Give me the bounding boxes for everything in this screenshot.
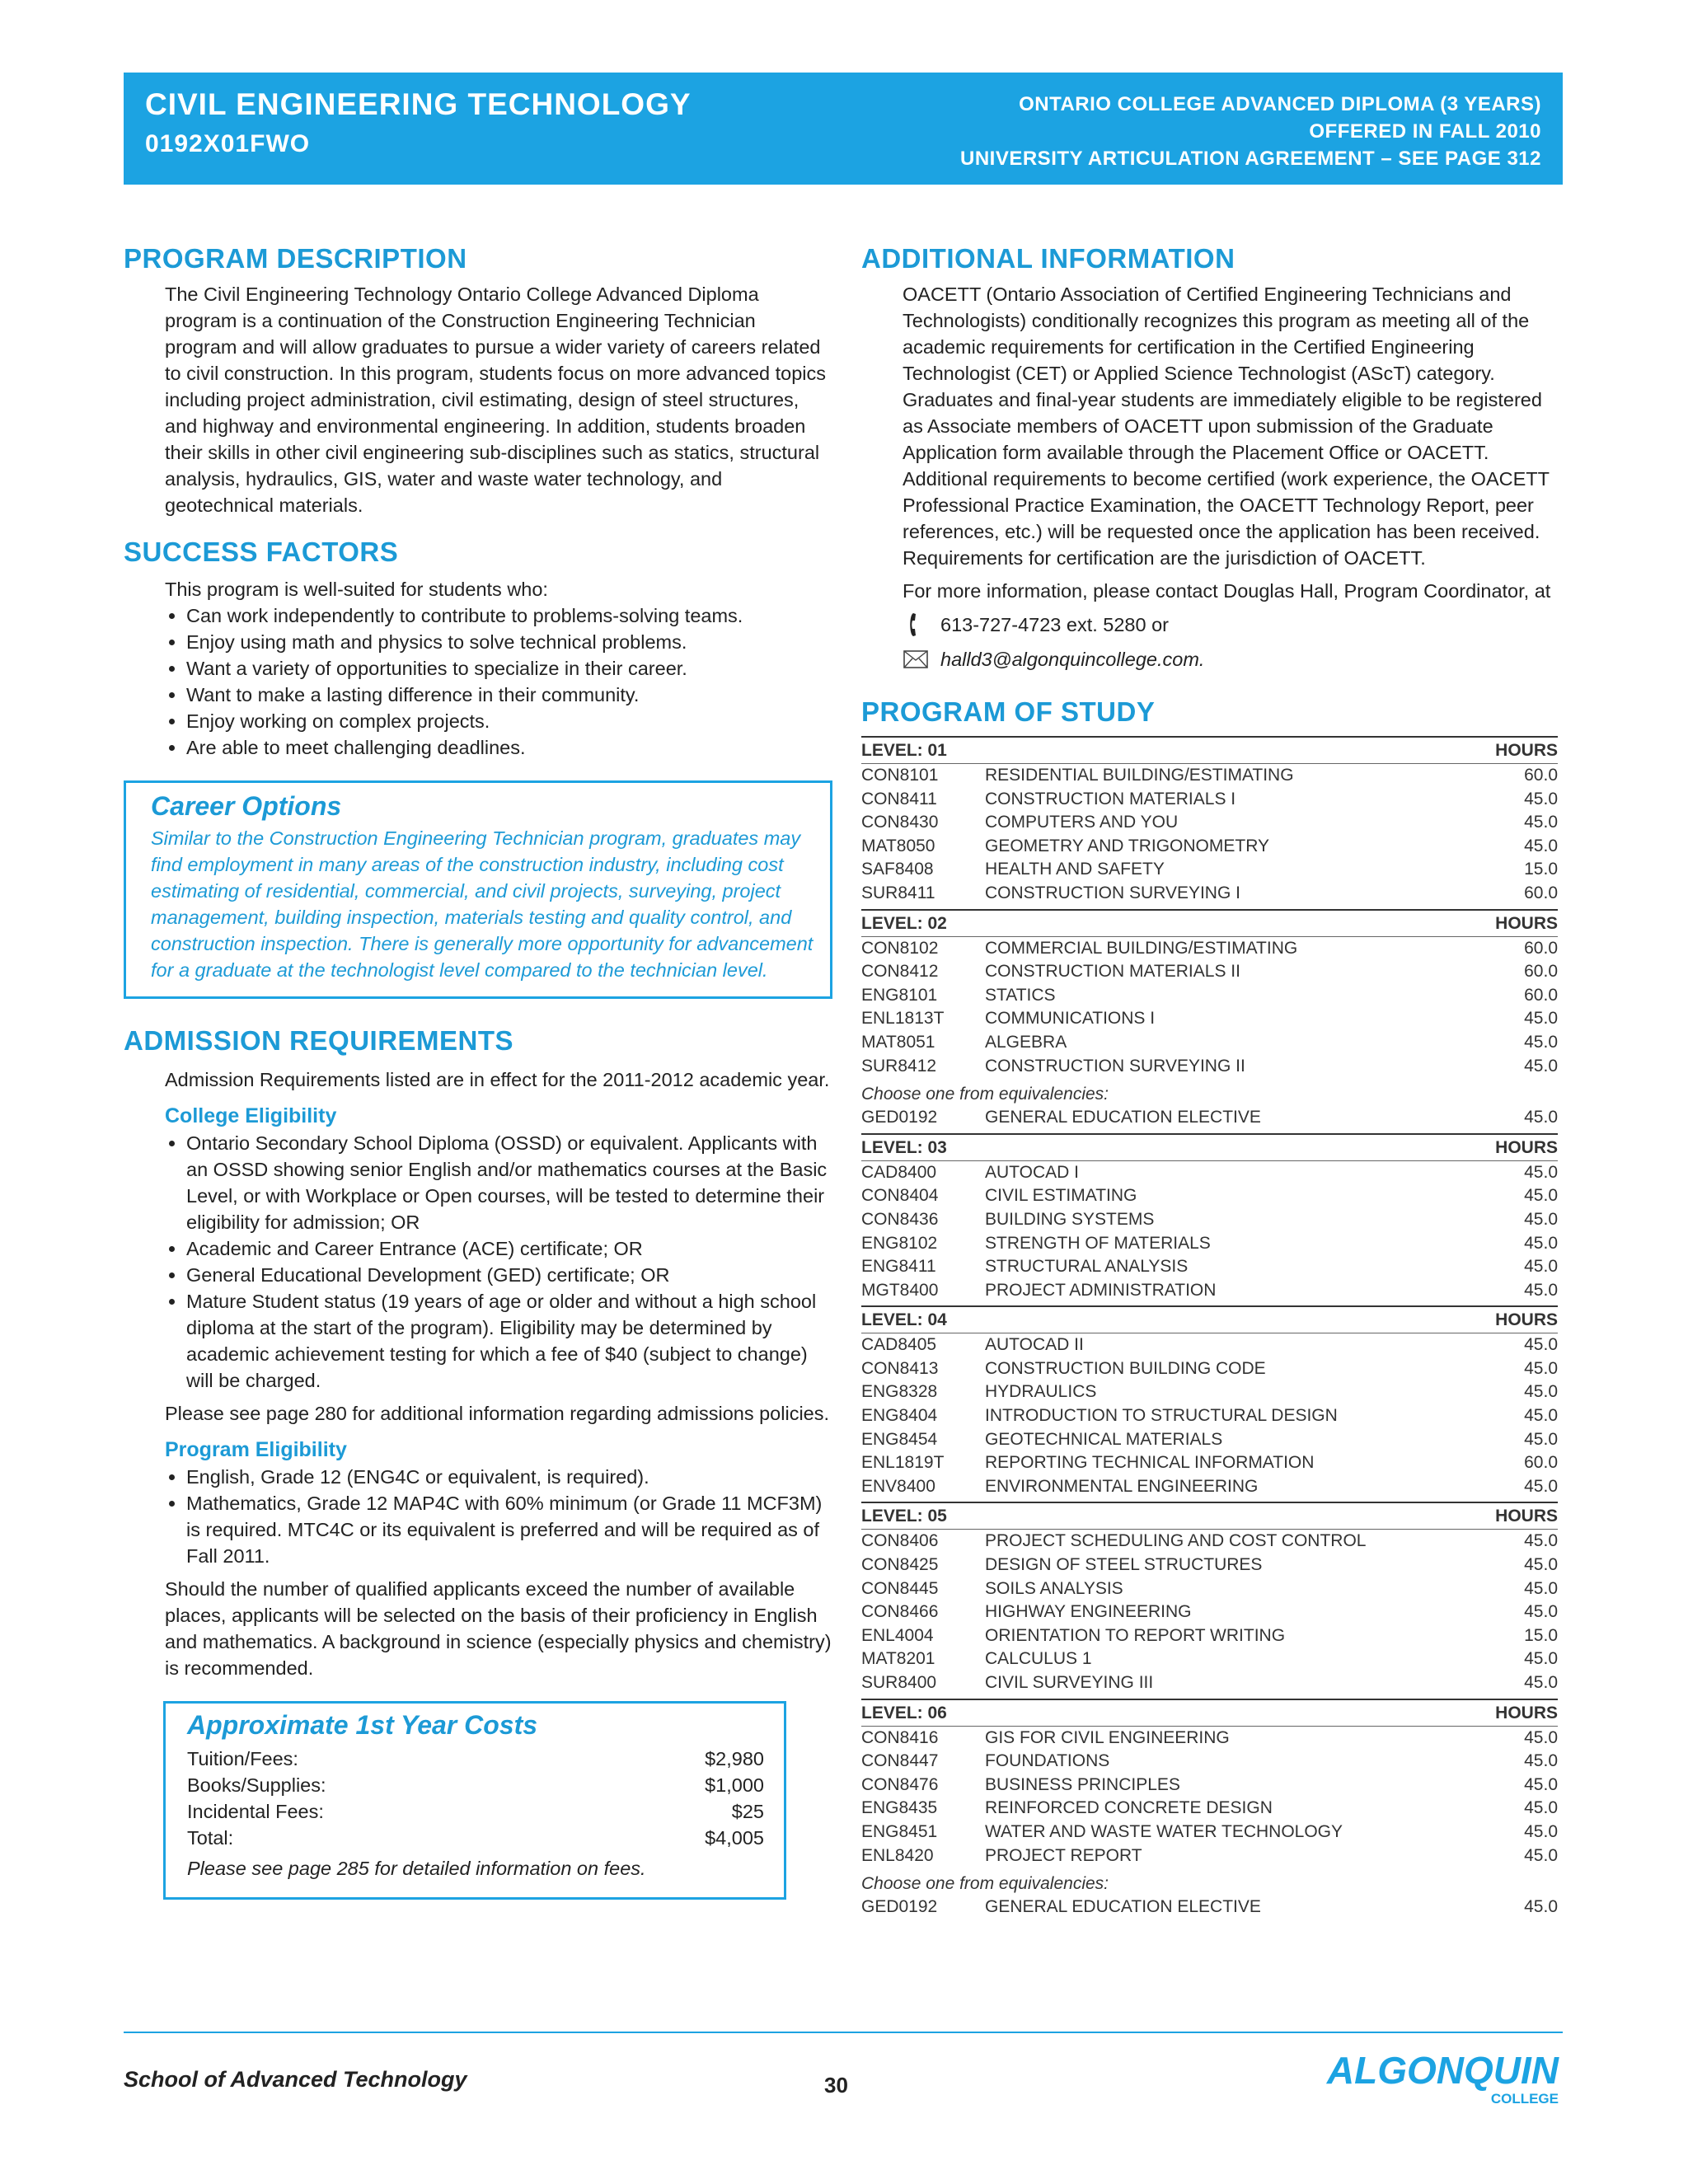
course-title: AUTOCAD II [985,1335,1084,1355]
course-title: GENERAL EDUCATION ELECTIVE [985,1108,1261,1127]
course-code: CON8425 [861,1555,939,1575]
cost-row [187,1772,764,1798]
course-hours: 45.0 [1524,1578,1558,1598]
career-options-heading: Career Options [151,791,342,821]
list-item: • Mathematics, Grade 12 MAP4C with 60% minimum (or Grade 11 MCF3M) is required. MTC4C or its equivalent is preferred and will be required as of Fall 2011. [186,1490,832,1569]
level-header [861,1699,1558,1727]
course-hours: 45.0 [1524,1209,1558,1229]
course-title: COMMERCIAL BUILDING/ESTIMATING [985,938,1298,958]
course-hours: 45.0 [1524,1032,1558,1052]
course-code: MAT8201 [861,1649,935,1669]
course-title: GENERAL EDUCATION ELECTIVE [985,1897,1261,1917]
cost-value: $1,000 [705,1774,764,1796]
course-row [861,1601,1558,1624]
course-row [861,1896,1558,1919]
course-title: CONSTRUCTION SURVEYING II [985,1056,1245,1076]
course-title: GIS FOR CIVIL ENGINEERING [985,1727,1230,1747]
right-column [861,243,1558,1919]
success-factors-list [165,602,832,761]
course-row [861,1055,1558,1079]
list-item: • Can work independently to contribute to problems-solving teams. [186,602,832,629]
course-row [861,811,1558,835]
course-title: RESIDENTIAL BUILDING/ESTIMATING [985,766,1294,785]
costs-box [163,1701,786,1900]
algonquin-logo [1326,2049,1562,2110]
course-row [861,1380,1558,1404]
hours-label: HOURS [1495,1703,1558,1722]
course-title: REPORTING TECHNICAL INFORMATION [985,1453,1315,1473]
course-row [861,882,1558,906]
contact-intro: For more information, please contact Douglas Hall, Program Coordinator, at [903,580,1551,602]
course-title: HYDRAULICS [985,1382,1097,1402]
course-row [861,764,1558,788]
course-title: STRENGTH OF MATERIALS [985,1233,1211,1253]
course-title: BUILDING SYSTEMS [985,1209,1155,1229]
course-code: SUR8411 [861,883,935,902]
course-hours: 60.0 [1524,883,1558,902]
costs-note: Please see page 285 for detailed information on fees. [187,1858,646,1879]
course-title: GEOMETRY AND TRIGONOMETRY [985,836,1270,855]
cost-value: $25 [731,1801,764,1822]
course-hours: 45.0 [1524,1429,1558,1449]
course-hours: 45.0 [1524,1649,1558,1669]
course-hours: 45.0 [1524,1798,1558,1818]
course-row [861,1255,1558,1279]
choose-elective-note: Choose one from equivalencies: [861,1085,1109,1104]
course-row [861,1007,1558,1031]
success-factors-intro: This program is well-suited for students who: [165,579,548,600]
course-title: SOILS ANALYSIS [985,1578,1123,1598]
course-row [861,1774,1558,1797]
hours-label: HOURS [1495,741,1558,760]
course-row [861,1451,1558,1475]
cost-value: $4,005 [705,1827,764,1849]
course-hours: 45.0 [1524,1335,1558,1355]
admission-intro: Admission Requirements listed are in effect for the 2011-2012 academic year. [165,1069,830,1090]
course-title: PROJECT ADMINISTRATION [985,1280,1217,1300]
additional-info-heading: ADDITIONAL INFORMATION [861,243,1236,274]
phone-icon [903,612,929,637]
course-title: COMMUNICATIONS I [985,1009,1156,1029]
course-row [861,1184,1558,1208]
program-eligibility-heading: Program Eligibility [165,1438,347,1461]
level-header [861,1133,1558,1161]
course-code: ENL8420 [861,1845,934,1865]
course-code: CON8413 [861,1358,939,1378]
course-hours: 45.0 [1524,1358,1558,1378]
course-title: ORIENTATION TO REPORT WRITING [985,1625,1286,1645]
course-code: MAT8051 [861,1032,935,1052]
course-code: ENG8102 [861,1233,938,1253]
course-row [861,1647,1558,1671]
course-code: CON8102 [861,938,939,958]
course-row [861,1333,1558,1357]
level-header [861,736,1558,764]
costs-heading: Approximate 1st Year Costs [187,1710,538,1740]
admission-closing: Should the number of qualified applicants exceed the number of available places, applicants will be selected on the basis of their proficiency in English and mathematics. A background in science (especially physics and chemistry) is recommended. [165,1578,832,1679]
course-title: WATER AND WASTE WATER TECHNOLOGY [985,1821,1343,1841]
course-code: CON8404 [861,1186,939,1206]
course-title: STRUCTURAL ANALYSIS [985,1257,1189,1277]
course-title: FOUNDATIONS [985,1751,1110,1771]
course-hours: 45.0 [1524,1602,1558,1622]
list-item: • Enjoy using math and physics to solve technical problems. [186,629,832,655]
course-hours: 45.0 [1524,1845,1558,1865]
course-hours: 45.0 [1524,1555,1558,1575]
course-title: AUTOCAD I [985,1162,1079,1182]
course-row [861,1279,1558,1303]
course-code: ENL4004 [861,1625,934,1645]
course-hours: 45.0 [1524,813,1558,832]
course-code: ENG8411 [861,1257,936,1277]
course-title: HEALTH AND SAFETY [985,860,1165,879]
course-row [861,1357,1558,1381]
hours-label: HOURS [1495,913,1558,933]
course-title: CONSTRUCTION MATERIALS II [985,962,1240,982]
cost-label: Tuition/Fees: [187,1748,298,1769]
course-hours: 45.0 [1524,789,1558,808]
course-row [861,858,1558,882]
course-title: CALCULUS 1 [985,1649,1092,1669]
course-row [861,984,1558,1008]
course-code: ENV8400 [861,1476,935,1496]
program-credential-info [960,91,1541,172]
course-code: GED0192 [861,1108,938,1127]
course-hours: 45.0 [1524,1751,1558,1771]
course-title: REINFORCED CONCRETE DESIGN [985,1798,1273,1818]
cost-row [187,1798,764,1825]
course-hours: 45.0 [1524,1162,1558,1182]
program-eligibility-list [165,1464,832,1569]
list-item: • Mature Student status (19 years of age or older and without a high school diploma at the start of the program). Eligibility may be determined by academic achievement testing for which a fee of $40 (subject to change) will be charged. [186,1288,832,1394]
college-eligibility-heading: College Eligibility [165,1104,337,1127]
course-row [861,1671,1558,1695]
career-options-box [124,780,832,999]
level-label: LEVEL: 06 [861,1703,947,1722]
course-title: COMPUTERS AND YOU [985,813,1179,832]
course-code: ENG8451 [861,1821,938,1841]
course-row [861,1577,1558,1601]
level-header [861,1305,1558,1333]
course-hours: 45.0 [1524,1056,1558,1076]
course-row [861,1821,1558,1844]
program-of-study-heading: PROGRAM OF STUDY [861,696,1156,727]
envelope-icon [903,650,929,668]
credential-line: ONTARIO COLLEGE ADVANCED DIPLOMA (3 YEARS) [1019,93,1541,115]
course-code: GED0192 [861,1897,938,1917]
level-header [861,909,1558,937]
course-row [861,1530,1558,1554]
hours-label: HOURS [1495,1310,1558,1330]
admission-heading: ADMISSION REQUIREMENTS [124,1025,514,1056]
course-hours: 45.0 [1524,1257,1558,1277]
course-code: CON8406 [861,1531,939,1551]
course-code: CON8416 [861,1727,939,1747]
course-code: CON8447 [861,1751,939,1771]
course-row [861,1404,1558,1428]
additional-info-text: OACETT (Ontario Association of Certified Engineering Technicians and Technologists) conditionally recognizes this program as meeting all of the academic requirements for certification in the Certified Engineering Technologist (CET) or Applied Science Technologist (AScT) category. Graduates and final-year students are immediately eligible to be registered as Associate members of OACETT upon submission of the Graduate Application form available through the Placement Office or OACETT. Additional requirements to become certified (work experience, the OACETT Professional Practice Examination, the OACETT Technology Report, peer references, etc.) will be requested once the application has been received. Requirements for certification are the jurisdiction of OACETT. [903,284,1550,569]
course-code: MAT8050 [861,836,935,855]
logo-wordmark: ALGONQUIN [1326,2049,1559,2092]
course-hours: 60.0 [1524,962,1558,982]
level-label: LEVEL: 02 [861,913,947,933]
course-code: SUR8412 [861,1056,937,1076]
list-item: • Want to make a lasting difference in their community. [186,682,832,708]
program-description-text: The Civil Engineering Technology Ontario College Advanced Diploma program is a continuation of the Construction Engineering Technician program and will allow graduates to pursue a wider variety of careers related to civil construction. In this program, students focus on more advanced topics including project administration, civil estimating, design of steel structures, and highway and environmental engineering. In addition, students broaden their skills in other civil engineering sub-disciplines such as statics, structural analysis, hydraulics, GIS, water and waste water technology, and geotechnical materials. [165,284,827,516]
course-code: CON8430 [861,813,939,832]
course-hours: 60.0 [1524,766,1558,785]
course-row [861,937,1558,961]
school-name: School of Advanced Technology [124,2067,467,2092]
logo-college: COLLEGE [1490,2091,1559,2107]
course-title: DESIGN OF STEEL STRUCTURES [985,1555,1263,1575]
course-code: CON8466 [861,1602,939,1622]
course-hours: 45.0 [1524,1009,1558,1029]
course-hours: 60.0 [1524,1453,1558,1473]
course-title: CONSTRUCTION BUILDING CODE [985,1358,1266,1378]
hours-label: HOURS [1495,1507,1558,1526]
policies-note: Please see page 280 for additional information regarding admissions policies. [165,1403,830,1424]
course-code: SUR8400 [861,1673,937,1692]
list-item: • Want a variety of opportunities to specialize in their career. [186,655,832,682]
course-row [861,1844,1558,1868]
course-title: CIVIL SURVEYING III [985,1673,1154,1692]
course-code: ENL1813T [861,1009,945,1029]
course-hours: 45.0 [1524,1727,1558,1747]
course-hours: 45.0 [1524,1233,1558,1253]
course-code: CON8412 [861,962,939,982]
course-title: PROJECT SCHEDULING AND COST CONTROL [985,1531,1367,1551]
course-code: CON8411 [861,789,937,808]
college-eligibility-list [165,1130,832,1394]
course-row [861,1624,1558,1648]
course-code: CON8445 [861,1578,939,1598]
list-item: • General Educational Development (GED) certificate; OR [186,1262,832,1288]
course-title: CONSTRUCTION MATERIALS I [985,789,1236,808]
course-row [861,1797,1558,1821]
course-row [861,1208,1558,1232]
cost-label: Books/Supplies: [187,1774,326,1796]
email-line [903,645,1558,673]
level-label: LEVEL: 03 [861,1137,947,1157]
course-row [861,1031,1558,1055]
course-code: CON8101 [861,766,939,785]
course-code: CON8436 [861,1209,939,1229]
course-row [861,1106,1558,1130]
course-code: MGT8400 [861,1280,939,1300]
phone-number: 613-727-4723 ext. 5280 or [940,614,1169,635]
page-header [124,73,1563,185]
course-row [861,1475,1558,1499]
course-code: ENG8101 [861,985,938,1005]
course-hours: 45.0 [1524,1476,1558,1496]
hours-label: HOURS [1495,1137,1558,1157]
level-label: LEVEL: 01 [861,741,947,760]
course-hours: 45.0 [1524,1821,1558,1841]
course-row [861,960,1558,984]
course-title: ALGEBRA [985,1032,1067,1052]
course-hours: 45.0 [1524,1897,1558,1917]
course-row [861,1428,1558,1452]
course-title: CIVIL ESTIMATING [985,1186,1137,1206]
course-row [861,1727,1558,1750]
cost-value: $2,980 [705,1748,764,1769]
course-title: PROJECT REPORT [985,1845,1142,1865]
course-title: GEOTECHNICAL MATERIALS [985,1429,1223,1449]
course-hours: 45.0 [1524,836,1558,855]
level-label: LEVEL: 05 [861,1507,947,1526]
course-hours: 45.0 [1524,1406,1558,1426]
articulation-line: UNIVERSITY ARTICULATION AGREEMENT – SEE PAGE 312 [960,148,1541,170]
course-row [861,1232,1558,1256]
course-code: ENL1819T [861,1453,945,1473]
course-title: INTRODUCTION TO STRUCTURAL DESIGN [985,1406,1338,1426]
cost-row [187,1746,764,1772]
email-link[interactable]: halld3@algonquincollege.com. [940,649,1205,670]
program-title: CIVIL ENGINEERING TECHNOLOGY [145,87,692,121]
course-code: CAD8400 [861,1162,937,1182]
course-hours: 45.0 [1524,1673,1558,1692]
course-row [861,1554,1558,1577]
course-row [861,788,1558,812]
course-code: ENG8435 [861,1798,938,1818]
course-title: STATICS [985,985,1056,1005]
list-item: • English, Grade 12 (ENG4C or equivalent, is required). [186,1464,832,1490]
list-item: • Academic and Career Entrance (ACE) certificate; OR [186,1235,832,1262]
course-hours: 15.0 [1524,1625,1558,1645]
course-code: ENG8328 [861,1382,938,1402]
course-hours: 45.0 [1524,1774,1558,1794]
course-code: ENG8454 [861,1429,938,1449]
footer-divider [124,2032,1563,2033]
level-label: LEVEL: 04 [861,1310,947,1330]
left-column [124,243,832,1900]
page-number: 30 [824,2073,848,2097]
list-item: • Enjoy working on complex projects. [186,708,832,734]
course-hours: 60.0 [1524,985,1558,1005]
course-hours: 45.0 [1524,1108,1558,1127]
offered-line: OFFERED IN FALL 2010 [1309,120,1541,143]
course-title: HIGHWAY ENGINEERING [985,1602,1192,1622]
level-header [861,1502,1558,1530]
course-code: SAF8408 [861,860,934,879]
cost-label: Incidental Fees: [187,1801,324,1822]
choose-elective-note: Choose one from equivalencies: [861,1874,1109,1894]
course-hours: 60.0 [1524,938,1558,958]
cost-row [187,1825,764,1851]
course-hours: 15.0 [1524,860,1558,879]
course-hours: 45.0 [1524,1280,1558,1300]
course-row [861,1161,1558,1185]
course-code: ENG8404 [861,1406,938,1426]
list-item: • Are able to meet challenging deadlines. [186,734,832,761]
program-code: 0192X01FWO [145,130,311,157]
course-hours: 45.0 [1524,1382,1558,1402]
list-item: • Ontario Secondary School Diploma (OSSD) or equivalent. Applicants with an OSSD showing senior English and/or mathematics courses at the Basic Level, or with Workplace or Open courses, will be tested to determine their eligibility for admission; OR [186,1130,832,1235]
course-title: ENVIRONMENTAL ENGINEERING [985,1476,1259,1496]
course-row [861,1750,1558,1774]
course-title: CONSTRUCTION SURVEYING I [985,883,1240,902]
course-code: CAD8405 [861,1335,937,1355]
career-options-text: Similar to the Construction Engineering Technician program, graduates may find employment in many areas of the construction industry, including cost estimating of residential, commercial, and civil projects, surveying, project management, building inspection, materials testing and quality control, and construction inspection. There is generally more opportunity for advancement for a graduate at the technologist level compared to the technician level. [151,827,814,981]
course-title: BUSINESS PRINCIPLES [985,1774,1180,1794]
course-hours: 45.0 [1524,1186,1558,1206]
course-hours: 45.0 [1524,1531,1558,1551]
program-of-study-table [861,736,1558,1919]
phone-line [903,611,1558,639]
cost-label: Total: [187,1827,234,1849]
program-description-heading: PROGRAM DESCRIPTION [124,243,467,274]
success-factors-heading: SUCCESS FACTORS [124,537,399,567]
course-code: CON8476 [861,1774,939,1794]
course-row [861,835,1558,859]
